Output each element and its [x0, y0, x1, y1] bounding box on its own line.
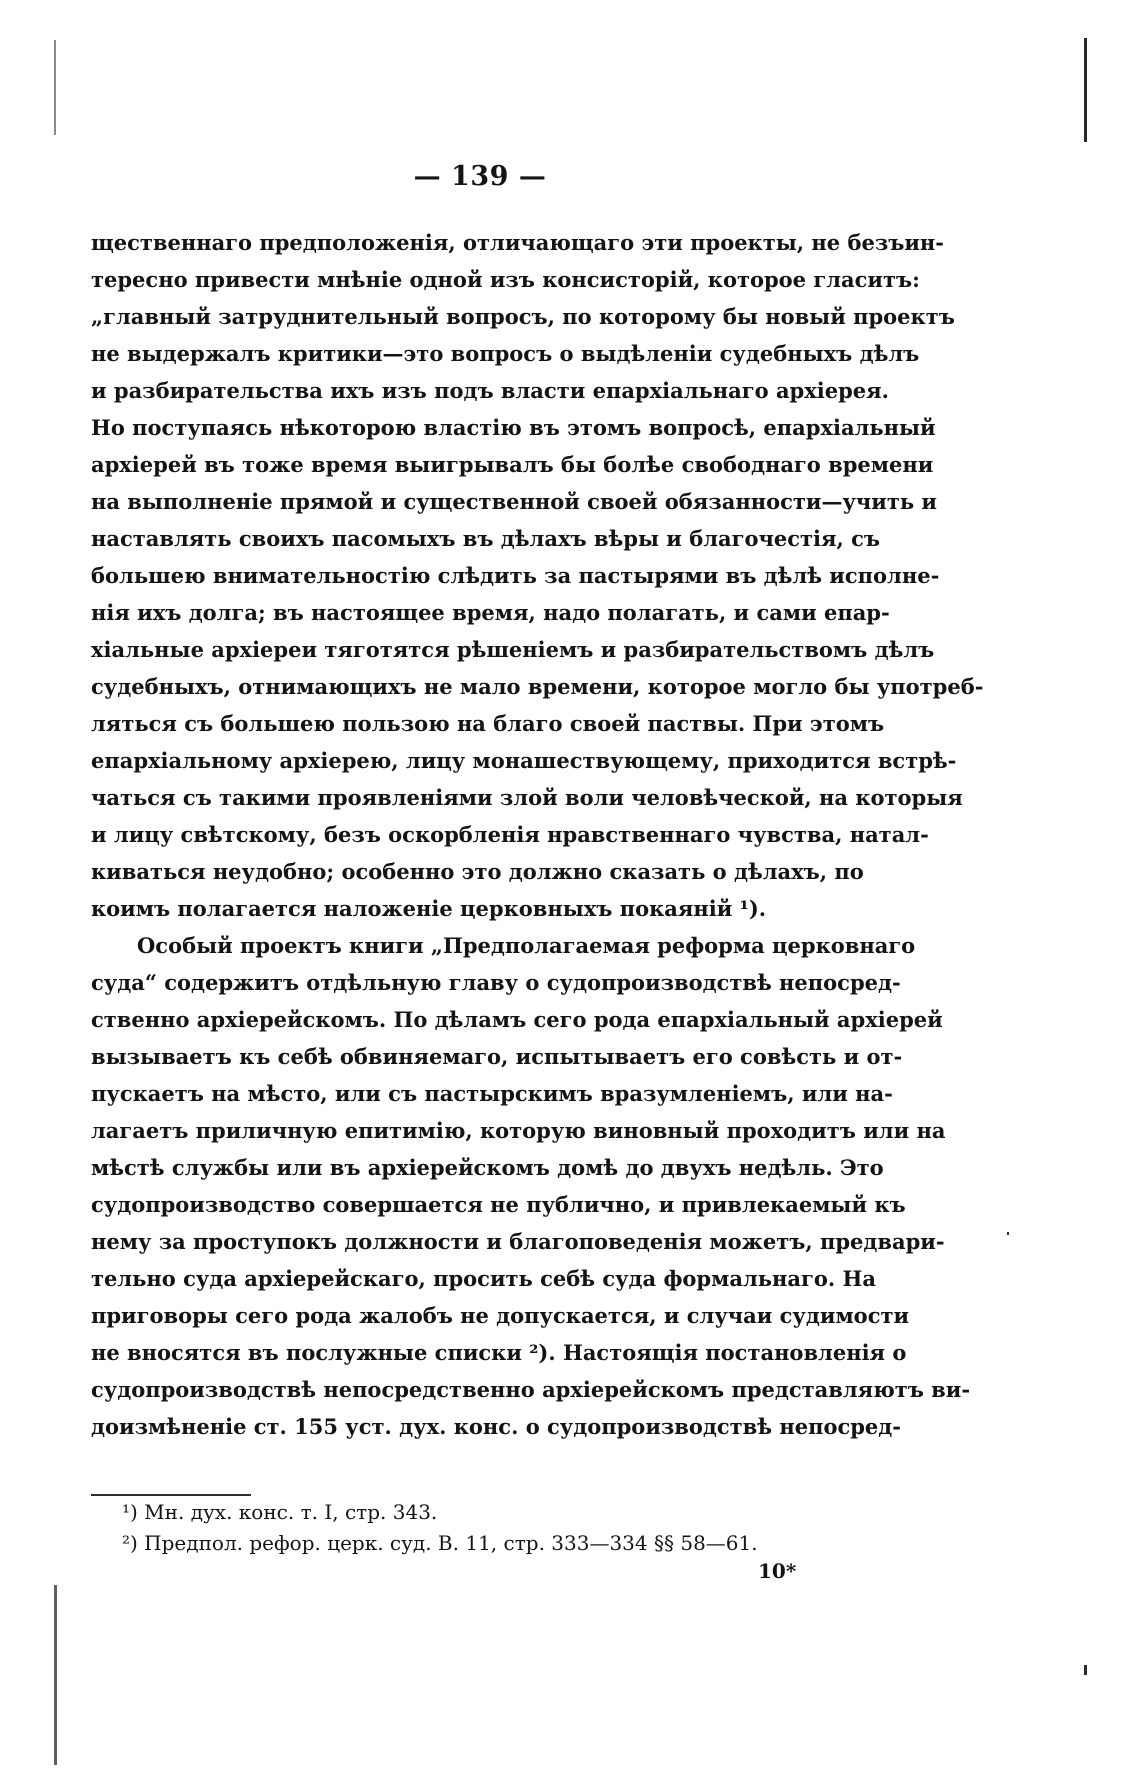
- text-line: и разбирательства ихъ изъ подъ власти епархіальнаго архіерея.: [91, 378, 889, 403]
- text-line: тельно суда архіерейскаго, просить себѣ суда формальнаго. На: [91, 1266, 876, 1291]
- scan-edge-left-top: [54, 40, 56, 135]
- text-line: не вносятся въ послужные списки ²). Настоящія постановленія о: [91, 1340, 907, 1365]
- scan-edge-right-mark: [1084, 1665, 1087, 1675]
- text-line: не выдержалъ критики—это вопросъ о выдѣленіи судебныхъ дѣлъ: [91, 341, 920, 366]
- footnote-1: ¹) Мн. дух. конс. т. I, стр. 343.: [122, 1500, 438, 1524]
- text-line: судебныхъ, отнимающихъ не мало времени, которое могло бы употреб-: [91, 674, 984, 699]
- text-line: и лицу свѣтскому, безъ оскорбленія нравственнаго чувства, натал-: [91, 822, 929, 847]
- text-line: нему за проступокъ должности и благоповеденія можетъ, предвари-: [91, 1229, 945, 1254]
- text-line: щественнаго предположенія, отличающаго эти проекты, не безъин-: [91, 230, 944, 255]
- signature-mark: 10*: [758, 1559, 797, 1583]
- text-line: чаться съ такими проявленіями злой воли человѣческой, на которыя: [91, 785, 963, 810]
- text-line: судопроизводствѣ непосредственно архіерейскомъ представляютъ ви-: [91, 1377, 971, 1402]
- text-line: тересно привести мнѣніе одной изъ консисторій, которое гласитъ:: [91, 267, 920, 292]
- text-line: епархіальному архіерею, лицу монашествующему, приходится встрѣ-: [91, 748, 957, 773]
- text-line-paragraph-end: коимъ полагается наложеніе церковныхъ покаяній ¹).: [91, 896, 767, 921]
- main-text: [91, 224, 984, 1445]
- text-line: „главный затруднительный вопросъ, по которому бы новый проектъ: [91, 304, 955, 329]
- text-line: ляться съ большею пользою на благо своей паствы. При этомъ: [91, 711, 885, 736]
- text-line: киваться неудобно; особенно это должно сказать о дѣлахъ, по: [91, 859, 864, 884]
- scan-speck: [1007, 1232, 1009, 1235]
- text-line: Но поступаясь нѣкоторою властію въ этомъ вопросѣ, епархіальный: [91, 415, 936, 440]
- scan-edge-left-bottom: [54, 1585, 57, 1765]
- text-line: архіерей въ тоже время выигрывалъ бы болѣе свободнаго времени: [91, 452, 934, 477]
- text-line: пускаетъ на мѣсто, или съ пастырскимъ вразумленіемъ, или на-: [91, 1081, 893, 1106]
- text-line: ственно архіерейскомъ. По дѣламъ сего рода епархіальный архіерей: [91, 1007, 943, 1032]
- text-line: на выполненіе прямой и существенной своей обязанности—учить и: [91, 489, 937, 514]
- footnote-divider: [91, 1494, 251, 1496]
- text-line: нія ихъ долга; въ настоящее время, надо полагать, и сами епар-: [91, 600, 890, 625]
- text-line-paragraph-start: Особый проектъ книги „Предполагаемая реформа церковнаго: [137, 933, 916, 958]
- text-line: лагаетъ приличную епитимію, которую виновный проходитъ или на: [91, 1118, 946, 1143]
- text-line: вызываетъ къ себѣ обвиняемаго, испытываетъ его совѣсть и от-: [91, 1044, 903, 1069]
- footnotes: [122, 1497, 862, 1559]
- text-line: судопроизводство совершается не публично, и привлекаемый къ: [91, 1192, 906, 1217]
- text-line: приговоры сего рода жалобъ не допускается, и случаи судимости: [91, 1303, 910, 1328]
- text-line: доизмѣненіе ст. 155 уст. дух. конс. о судопроизводствѣ непосред-: [91, 1414, 902, 1439]
- text-line: наставлять своихъ пасомыхъ въ дѣлахъ вѣры и благочестія, съ: [91, 526, 881, 551]
- text-line: хіальные архіереи тяготятся рѣшеніемъ и разбирательствомъ дѣлъ: [91, 637, 935, 662]
- scan-edge-right-top: [1084, 38, 1087, 142]
- page-number: — 139 —: [413, 161, 547, 192]
- text-line: суда“ содержитъ отдѣльную главу о судопроизводствѣ непосред-: [91, 970, 901, 995]
- text-line: большею внимательностію слѣдить за пастырями въ дѣлѣ исполне-: [91, 563, 940, 588]
- text-line: мѣстѣ службы или въ архіерейскомъ домѣ до двухъ недѣль. Это: [91, 1155, 884, 1180]
- footnote-2: ²) Предпол. рефор. церк. суд. В. 11, стр. 333—334 §§ 58—61.: [122, 1531, 758, 1555]
